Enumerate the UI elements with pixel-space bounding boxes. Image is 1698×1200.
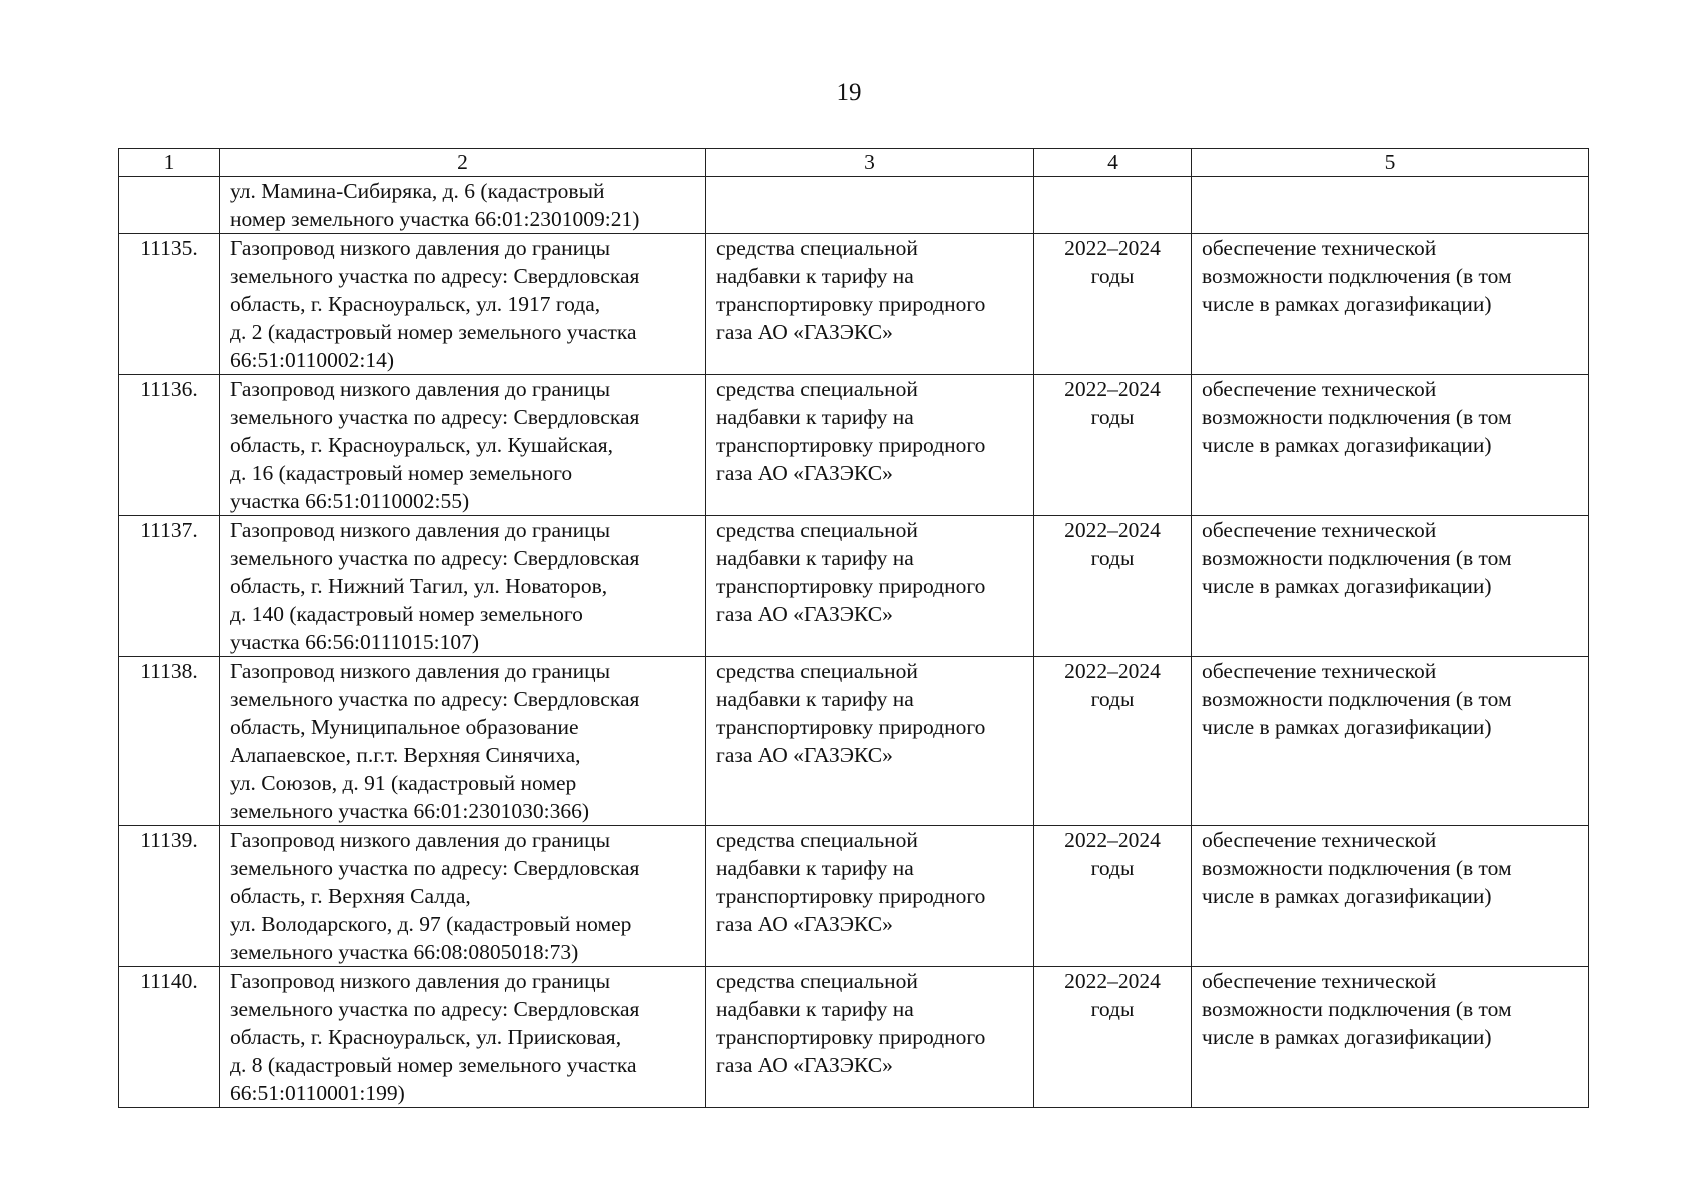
years-cell [1034,177,1192,234]
description-line: участка 66:51:0110002:55) [230,489,470,513]
table-row [119,826,1589,967]
object-description-cell [220,826,706,967]
funding-source-line: транспортировку природного [716,574,986,598]
row-number-cell: 11136. [119,375,220,516]
purpose-cell [1192,657,1589,826]
purpose-line: обеспечение технической [1202,659,1437,683]
years-line: годы [1090,687,1135,711]
description-line: Алапаевское, п.г.т. Верхняя Синячиха, [230,743,581,767]
years-line: годы [1090,997,1135,1021]
column-header-3: 3 [706,149,1034,177]
years-line: 2022–2024 [1064,969,1161,993]
description-line: область, г. Красноуральск, ул. Приисковая, [230,1025,622,1049]
column-header-5: 5 [1192,149,1589,177]
years-line: 2022–2024 [1064,236,1161,260]
table-row [119,516,1589,657]
description-line: д. 16 (кадастровый номер земельного [230,461,573,485]
table-row [119,375,1589,516]
purpose-line: числе в рамках догазификации) [1202,292,1492,316]
years-line: годы [1090,405,1135,429]
funding-source-line: надбавки к тарифу на [716,264,914,288]
description-line: земельного участка по адресу: Свердловская [230,997,640,1021]
funding-source-line: газа АО «ГАЗЭКС» [716,320,893,344]
purpose-line: обеспечение технической [1202,377,1437,401]
description-line: Газопровод низкого давления до границы [230,969,611,993]
years-line: 2022–2024 [1064,828,1161,852]
object-description-cell [220,516,706,657]
funding-source-line: средства специальной [716,659,918,683]
description-line: область, г. Красноуральск, ул. Кушайская, [230,433,614,457]
table-row [119,657,1589,826]
table-row [119,234,1589,375]
years-cell [1034,826,1192,967]
description-line: земельного участка по адресу: Свердловская [230,856,640,880]
row-number-cell: 11137. [119,516,220,657]
funding-source-line: надбавки к тарифу на [716,405,914,429]
funding-source-cell [706,657,1034,826]
description-line: земельного участка по адресу: Свердловская [230,405,640,429]
years-line: 2022–2024 [1064,377,1161,401]
funding-source-line: средства специальной [716,969,918,993]
description-line: участка 66:56:0111015:107) [230,630,480,654]
years-line: годы [1090,856,1135,880]
years-line: годы [1090,546,1135,570]
purpose-line: возможности подключения (в том [1202,997,1512,1021]
funding-source-line: надбавки к тарифу на [716,997,914,1021]
purpose-line: обеспечение технической [1202,828,1437,852]
purpose-line: числе в рамках догазификации) [1202,574,1492,598]
projects-table [118,148,1589,1108]
description-line: земельного участка по адресу: Свердловская [230,687,640,711]
purpose-cell [1192,826,1589,967]
purpose-line: возможности подключения (в том [1202,405,1512,429]
years-cell [1034,516,1192,657]
row-number-cell [119,177,220,234]
purpose-line: обеспечение технической [1202,518,1437,542]
description-line: Газопровод низкого давления до границы [230,236,611,260]
funding-source-line: средства специальной [716,518,918,542]
funding-source-line: средства специальной [716,377,918,401]
funding-source-line: газа АО «ГАЗЭКС» [716,602,893,626]
object-description-cell [220,234,706,375]
years-line: годы [1090,264,1135,288]
object-description-cell [220,177,706,234]
column-header-2: 2 [220,149,706,177]
description-line: ул. Володарского, д. 97 (кадастровый номер [230,912,632,936]
column-header-1: 1 [119,149,220,177]
description-line: Газопровод низкого давления до границы [230,828,611,852]
purpose-line: числе в рамках догазификации) [1202,715,1492,739]
row-number-cell: 11140. [119,967,220,1108]
funding-source-line: средства специальной [716,236,918,260]
row-number-cell: 11139. [119,826,220,967]
years-line: 2022–2024 [1064,659,1161,683]
purpose-cell [1192,177,1589,234]
purpose-line: числе в рамках догазификации) [1202,884,1492,908]
funding-source-line: газа АО «ГАЗЭКС» [716,1053,893,1077]
funding-source-cell [706,177,1034,234]
description-line: область, г. Красноуральск, ул. 1917 года, [230,292,601,316]
purpose-cell [1192,516,1589,657]
funding-source-line: надбавки к тарифу на [716,687,914,711]
description-line: земельного участка 66:08:0805018:73) [230,940,579,964]
funding-source-line: транспортировку природного [716,715,986,739]
years-cell [1034,234,1192,375]
funding-source-line: надбавки к тарифу на [716,856,914,880]
funding-source-line: надбавки к тарифу на [716,546,914,570]
description-line: номер земельного участка 66:01:2301009:21) [230,207,640,231]
object-description-cell [220,967,706,1108]
years-cell [1034,657,1192,826]
page-number: 19 [836,79,862,106]
funding-source-cell [706,826,1034,967]
description-line: 66:51:0110001:199) [230,1081,405,1105]
funding-source-line: транспортировку природного [716,1025,986,1049]
row-number-cell: 11135. [119,234,220,375]
funding-source-line: газа АО «ГАЗЭКС» [716,743,893,767]
funding-source-cell [706,234,1034,375]
description-line: д. 140 (кадастровый номер земельного [230,602,583,626]
column-header-4: 4 [1034,149,1192,177]
years-line: 2022–2024 [1064,518,1161,542]
purpose-line: возможности подключения (в том [1202,546,1512,570]
funding-source-line: транспортировку природного [716,884,986,908]
description-line: область, г. Верхняя Салда, [230,884,471,908]
funding-source-line: транспортировку природного [716,433,986,457]
funding-source-cell [706,967,1034,1108]
funding-source-line: газа АО «ГАЗЭКС» [716,461,893,485]
description-line: ул. Мамина-Сибиряка, д. 6 (кадастровый [230,179,605,203]
purpose-line: возможности подключения (в том [1202,687,1512,711]
table-row [119,967,1589,1108]
row-number-cell: 11138. [119,657,220,826]
purpose-line: обеспечение технической [1202,969,1437,993]
description-line: земельного участка 66:01:2301030:366) [230,799,590,823]
object-description-cell [220,657,706,826]
description-line: Газопровод низкого давления до границы [230,659,611,683]
purpose-line: числе в рамках догазификации) [1202,1025,1492,1049]
description-line: Газопровод низкого давления до границы [230,377,611,401]
years-cell [1034,967,1192,1108]
description-line: ул. Союзов, д. 91 (кадастровый номер [230,771,577,795]
description-line: земельного участка по адресу: Свердловская [230,546,640,570]
description-line: область, г. Нижний Тагил, ул. Новаторов, [230,574,608,598]
purpose-cell [1192,375,1589,516]
years-cell [1034,375,1192,516]
description-line: д. 2 (кадастровый номер земельного участка [230,320,637,344]
table-row-continuation [119,177,1589,234]
object-description-cell [220,375,706,516]
purpose-line: возможности подключения (в том [1202,264,1512,288]
description-line: область, Муниципальное образование [230,715,579,739]
description-line: земельного участка по адресу: Свердловская [230,264,640,288]
description-line: 66:51:0110002:14) [230,348,395,372]
purpose-line: числе в рамках догазификации) [1202,433,1492,457]
description-line: Газопровод низкого давления до границы [230,518,611,542]
purpose-cell [1192,967,1589,1108]
funding-source-line: газа АО «ГАЗЭКС» [716,912,893,936]
purpose-line: обеспечение технической [1202,236,1437,260]
description-line: д. 8 (кадастровый номер земельного участка [230,1053,637,1077]
funding-source-cell [706,375,1034,516]
funding-source-line: средства специальной [716,828,918,852]
table-header-row [119,149,1589,177]
purpose-line: возможности подключения (в том [1202,856,1512,880]
purpose-cell [1192,234,1589,375]
funding-source-cell [706,516,1034,657]
funding-source-line: транспортировку природного [716,292,986,316]
